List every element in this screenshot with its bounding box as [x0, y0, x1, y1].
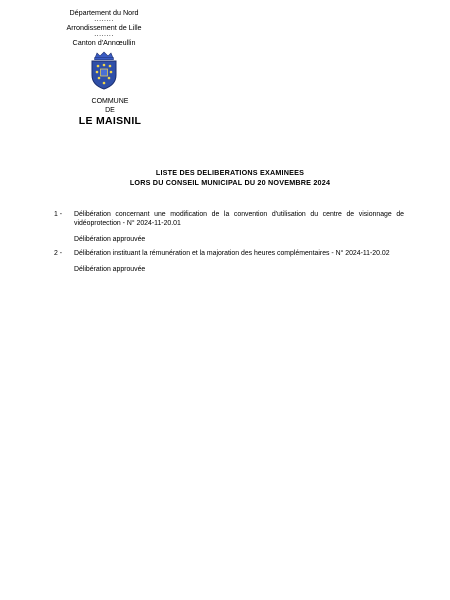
deliberation-result: Délibération approuvée [74, 266, 146, 274]
commune-block [60, 97, 160, 128]
separator-dots: ........ [94, 16, 114, 23]
arrondissement-label: Arrondissement de Lille [66, 23, 142, 32]
deliberation-result: Délibération approuvée [74, 236, 146, 244]
document-title [60, 168, 400, 187]
coat-of-arms-icon [86, 51, 122, 91]
deliberation-number: 2 - [54, 250, 63, 257]
commune-preposition: DE [105, 107, 115, 114]
title-line-1: LISTE DES DELIBERATIONS EXAMINEES [155, 168, 305, 177]
title-line-2: LORS DU CONSEIL MUNICIPAL DU 20 NOVEMBRE 2024 [129, 177, 331, 187]
commune-label: COMMUNE [91, 98, 129, 105]
deliberation-text: Délibération concernant une modification de la convention d'utilisation du centre de visionnage de vidéoprotection - N° 2024-11-20.01 [74, 211, 404, 228]
departement-label: Département du Nord [69, 8, 139, 17]
deliberation-item [54, 249, 404, 274]
commune-name: LE MAISNIL [78, 115, 142, 127]
deliberation-item [54, 210, 404, 245]
deliberation-text: Délibération instituant la rémunération et la majoration des heures complémentaires - N° 2024-11-20.02 [74, 250, 390, 257]
administrative-header [44, 8, 164, 93]
canton-label: Canton d'Annœullin [72, 38, 136, 47]
separator-dots: ........ [94, 31, 114, 38]
deliberation-number: 1 - [54, 211, 63, 218]
